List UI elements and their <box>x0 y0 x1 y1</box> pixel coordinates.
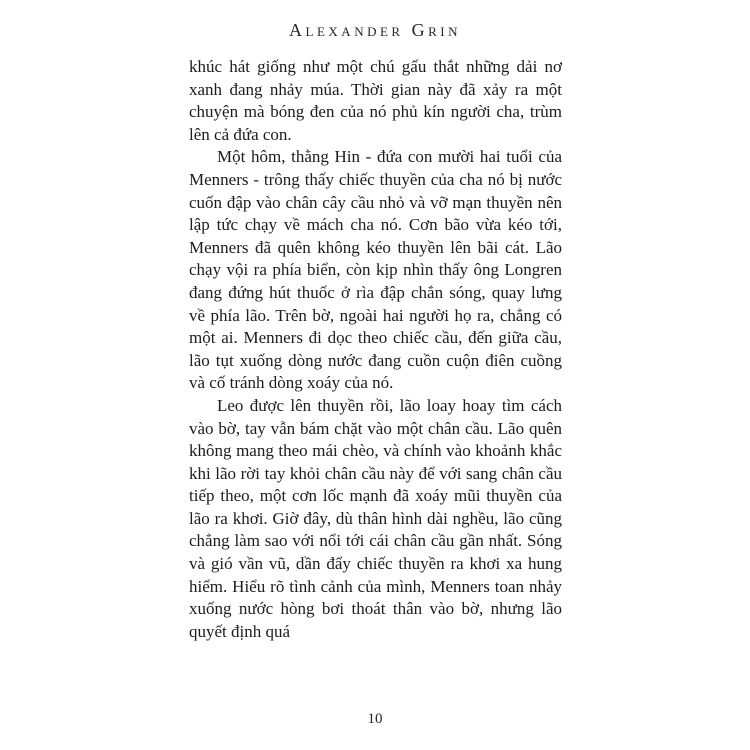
page-number: 10 <box>367 711 383 727</box>
paragraph: Leo được lên thuyền rồi, lão loay hoay tìm cách vào bờ, tay vẫn bám chặt vào một chân cầu. Lão quên không mang theo mái chèo, và chính vào khoảnh khắc khi lão rời tay khỏi chân cầu này để với sang chân cầu tiếp theo, một cơn lốc mạnh đã xoáy mũi thuyền của lão ra khơi. Giờ đây, dù thân hình dài nghều, lão cũng chẳng làm sao với nổi tới cái chân cầu gần nhất. Sóng và gió vần vũ, dần đẩy chiếc thuyền ra khơi xa hung hiểm. Hiểu rõ tình cảnh của mình, Menners toan nhảy xuống nước hòng bơi thoát thân vào bờ, nhưng lão quyết định quá <box>189 395 562 641</box>
paragraph: Một hôm, thằng Hin - đứa con mười hai tuổi của Menners - trông thấy chiếc thuyền của cha nó bị nước cuốn đập vào chân cây cầu nhỏ và vỡ mạn thuyền nên lập tức chạy về mách cha nó. Cơn bão vừa kéo tới, Menners đã quên không kéo thuyền lên bãi cát. Lão chạy vội ra phía biển, còn kịp nhìn thấy ông Longren đang đứng hút thuốc ở rìa đập chắn sóng, quay lưng về phía lão. Trên bờ, ngoài hai người họ ra, chẳng có một ai. Menners đi dọc theo chiếc cầu, đến giữa cầu, lão tụt xuống dòng nước đang cuồn cuộn điên cuồng và cố tránh dòng xoáy của nó. <box>189 147 562 393</box>
paragraph-continuation: khúc hát giống như một chú gấu thắt những dải nơ xanh đang nhảy múa. Thời gian này đã xảy ra một chuyện mà bóng đen của nó phủ kín người cha, trùm lên cả đứa con. <box>189 57 562 144</box>
running-header: Alexander Grin <box>289 20 461 40</box>
page-body <box>189 56 562 643</box>
